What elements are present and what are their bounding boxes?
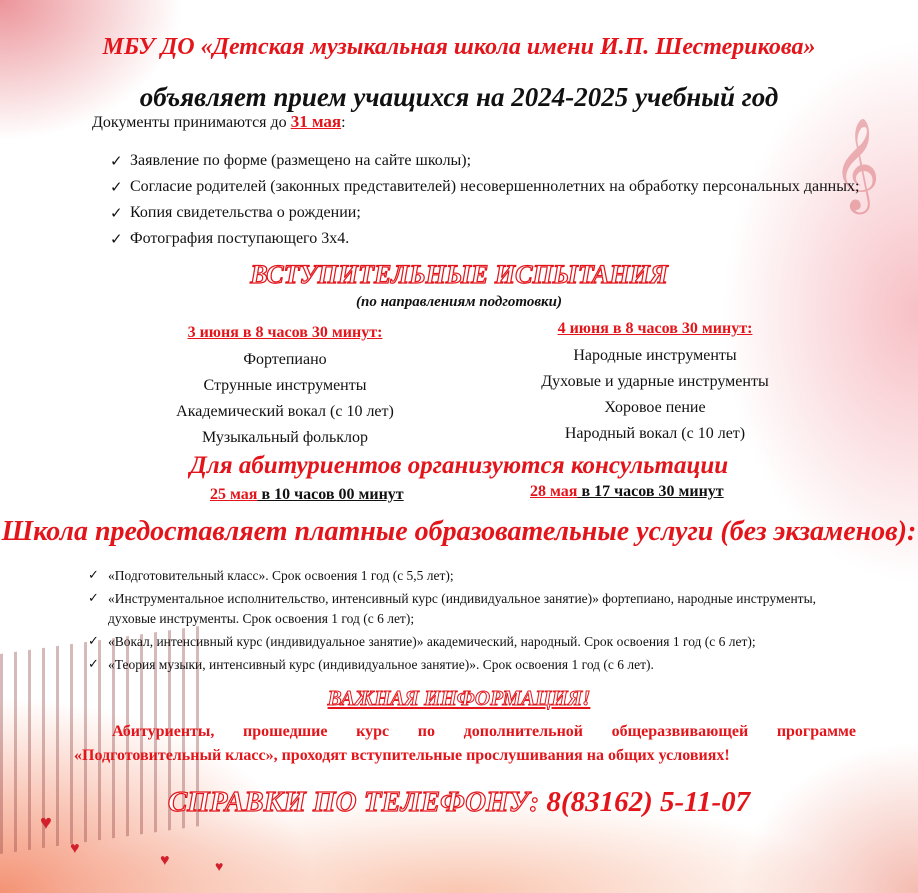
consultation-2 [530, 483, 724, 501]
heart-icon: ♥ [215, 860, 224, 875]
list-item: ✓ «Вокал, интенсивный курс (индивидуальное занятие)» академический, народный. Срок освоения 1 год (с 6 лет); [88, 632, 858, 652]
consultation-1-date: 25 мая [210, 486, 258, 503]
exam-day-1 [160, 324, 410, 452]
list-item: Струнные инструменты [203, 377, 367, 394]
list-item: Народный вокал (с 10 лет) [564, 425, 746, 442]
phone-number: 8(83162) 5-11-07 [546, 786, 751, 818]
exam-day-2 [520, 320, 790, 448]
list-item: Академический вокал (с 10 лет) [176, 403, 394, 420]
documents-deadline: 31 мая [290, 112, 342, 131]
list-item: ✓ «Теория музыки, интенсивный курс (индивидуальное занятие)». Срок освоения 1 год (с 6 лет). [88, 655, 858, 675]
treble-clef-icon: 𝄞 [832, 121, 880, 209]
list-item: ✓ «Инструментальное исполнительство, интенсивный курс (индивидуальное занятие)» фортепиано, народные инструменты, духовые инструменты. Срок освоения 1 год (с 6 лет); [88, 589, 858, 629]
exam-day-1-date: 3 июня в 8 часов 30 минут: [187, 324, 383, 341]
paid-services-list [88, 566, 858, 678]
list-item: Фортепиано [243, 351, 327, 368]
paid-services-heading: Школа предоставляет платные образовательные услуги (без экзаменов): [1, 516, 917, 547]
exam-day-2-date: 4 июня в 8 часов 30 минут: [557, 320, 753, 337]
admission-heading: объявляет прием учащихся на 2024-2025 учебный год [139, 82, 779, 112]
documents-intro-text: Документы принимаются до [92, 114, 287, 131]
consultations-heading: Для абитуриентов организуются консультации [189, 452, 729, 479]
phone-line [0, 786, 918, 819]
consultation-2-date: 28 мая [530, 483, 578, 500]
heart-icon: ♥ [40, 812, 52, 834]
consultation-1-time: в 10 часов 00 минут [257, 486, 404, 503]
list-item: Духовые и ударные инструменты [541, 373, 769, 390]
list-item: ✓ «Подготовительный класс». Срок освоения 1 год (с 5,5 лет); [88, 566, 858, 586]
list-item: Хоровое пение [604, 399, 706, 416]
important-info-text: Абитуриенты, прошедшие курс по дополнительной общеразвивающей программе «Подготовительный класс», проходят вступительные прослушивания на общих условиях! [74, 723, 856, 764]
entrance-exams-subtitle: (по направлениям подготовки) [356, 294, 562, 310]
required-documents-list [110, 150, 859, 254]
consultation-1 [210, 486, 404, 504]
list-item: ✓ Заявление по форме (размещено на сайте школы); [110, 150, 859, 176]
list-item: ✓ Копия свидетельства о рождении; [110, 202, 859, 228]
list-item: Музыкальный фольклор [201, 429, 369, 446]
phone-label: СПРАВКИ ПО ТЕЛЕФОНУ: [167, 786, 540, 818]
heart-icon: ♥ [160, 852, 170, 869]
list-item: Народные инструменты [573, 347, 737, 364]
documents-colon: : [341, 114, 346, 131]
school-name-heading: МБУ ДО «Детская музыкальная школа имени И.П. Шестерикова» [102, 34, 816, 60]
list-item: ✓ Фотография поступающего 3х4. [110, 228, 859, 254]
list-item: ✓ Согласие родителей (законных представителей) несовершеннолетних на обработку персональных данных; [110, 176, 859, 202]
important-info-heading: ВАЖНАЯ ИНФОРМАЦИЯ! [327, 686, 591, 710]
documents-intro [92, 112, 346, 132]
entrance-exams-heading: ВСТУПИТЕЛЬНЫЕ ИСПЫТАНИЯ [250, 260, 668, 289]
consultation-2-time: в 17 часов 30 минут [577, 483, 724, 500]
heart-icon: ♥ [70, 840, 80, 857]
